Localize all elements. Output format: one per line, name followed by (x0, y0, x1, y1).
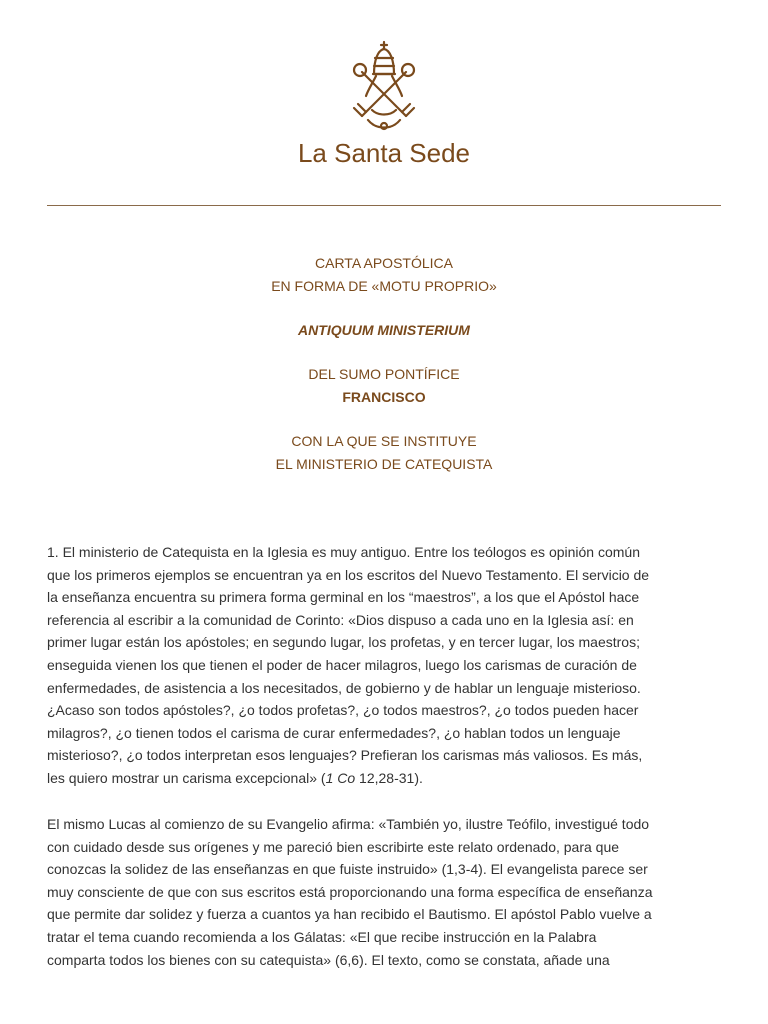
paragraph-text: les quiero mostrar un carisma excepcional» ( (47, 769, 326, 786)
header-divider (47, 205, 721, 206)
document-type (0, 252, 768, 298)
paragraph-line: la enseñanza encuentra su primera forma germinal en los “maestros”, a los que el Apóstol hace (47, 589, 640, 606)
paragraph-line: milagros?, ¿o tienen todos el carisma de curar enfermedades?, ¿o hablan todos un lenguaje (47, 724, 621, 741)
paragraph-1 (47, 541, 723, 790)
paragraph-line: que permite dar solidez y fuerza a cuantos ya han recibido el Bautismo. El apóstol Pablo vuelve a (47, 906, 652, 923)
document-type-line-2: EN FORMA DE «MOTU PROPRIO» (271, 278, 497, 294)
papal-coat-of-arms-icon (338, 40, 430, 132)
paragraph-line: referencia al escribir a la comunidad de Corinto: «Dios dispuso a cada uno en la Iglesia así: en (47, 611, 634, 628)
author-name: FRANCISCO (342, 389, 426, 405)
paragraph-line: con cuidado desde sus orígenes y me pareció bien escribirte este relato ordenado, para que (47, 838, 620, 855)
paragraph-line-last (47, 767, 723, 790)
paragraph-2 (47, 813, 723, 971)
paragraph-line: que los primeros ejemplos se encuentran ya en los escritos del Nuevo Testamento. El servicio de (47, 566, 650, 583)
paragraph-line: tratar el tema cuando recomienda a los Gálatas: «El que recibe instrucción en la Palabra (47, 928, 597, 945)
subject-line-1: CON LA QUE SE INSTITUYE (291, 433, 477, 449)
author-title: DEL SUMO PONTÍFICE (308, 366, 460, 382)
paragraph-line: misterioso?, ¿o todos interpretan esos lenguajes? Prefieran los carismas más valiosos. Es más, (47, 747, 643, 764)
document-name-block (0, 319, 768, 342)
bible-reference: 1 Co (325, 769, 356, 786)
paragraph-line: muy consciente de que con sus escritos está proporcionando una forma específica de enseñanza (47, 883, 653, 900)
document-type-line-1: CARTA APOSTÓLICA (315, 255, 453, 271)
paragraph-line: conozcas la solidez de las enseñanzas en que fuiste instruido» (1,3-4). El evangelista parece ser (47, 861, 648, 878)
paragraph-line: comparta todos los bienes con su catequista» (6,6). El texto, como se constata, añade una (47, 951, 610, 968)
paragraph-line: ¿Acaso son todos apóstoles?, ¿o todos profetas?, ¿o todos maestros?, ¿o todos pueden hacer (47, 702, 639, 719)
document-name: ANTIQUUM MINISTERIUM (298, 322, 470, 338)
paragraph-line: El mismo Lucas al comienzo de su Evangelio afirma: «También yo, ilustre Teófilo, investigué todo (47, 816, 650, 832)
paragraph-line: enseguida vienen los que tienen el poder de hacer milagros, luego los carismas de curación de (47, 656, 637, 673)
paragraph-line: enfermedades, de asistencia a los necesitados, de gobierno y de hablar un lenguaje misterioso. (47, 679, 641, 696)
paragraph-line: primer lugar están los apóstoles; en segundo lugar, los profetas, y en tercer lugar, los maestros; (47, 634, 640, 651)
subject-block (0, 430, 768, 476)
subject-line-2: EL MINISTERIO DE CATEQUISTA (275, 456, 493, 472)
site-title[interactable]: La Santa Sede (297, 138, 471, 168)
paragraph-line: 1. El ministerio de Catequista en la Iglesia es muy antiguo. Entre los teólogos es opinión común (47, 544, 641, 560)
author-block (0, 363, 768, 409)
paragraph-text: 12,28-31). (355, 769, 423, 786)
